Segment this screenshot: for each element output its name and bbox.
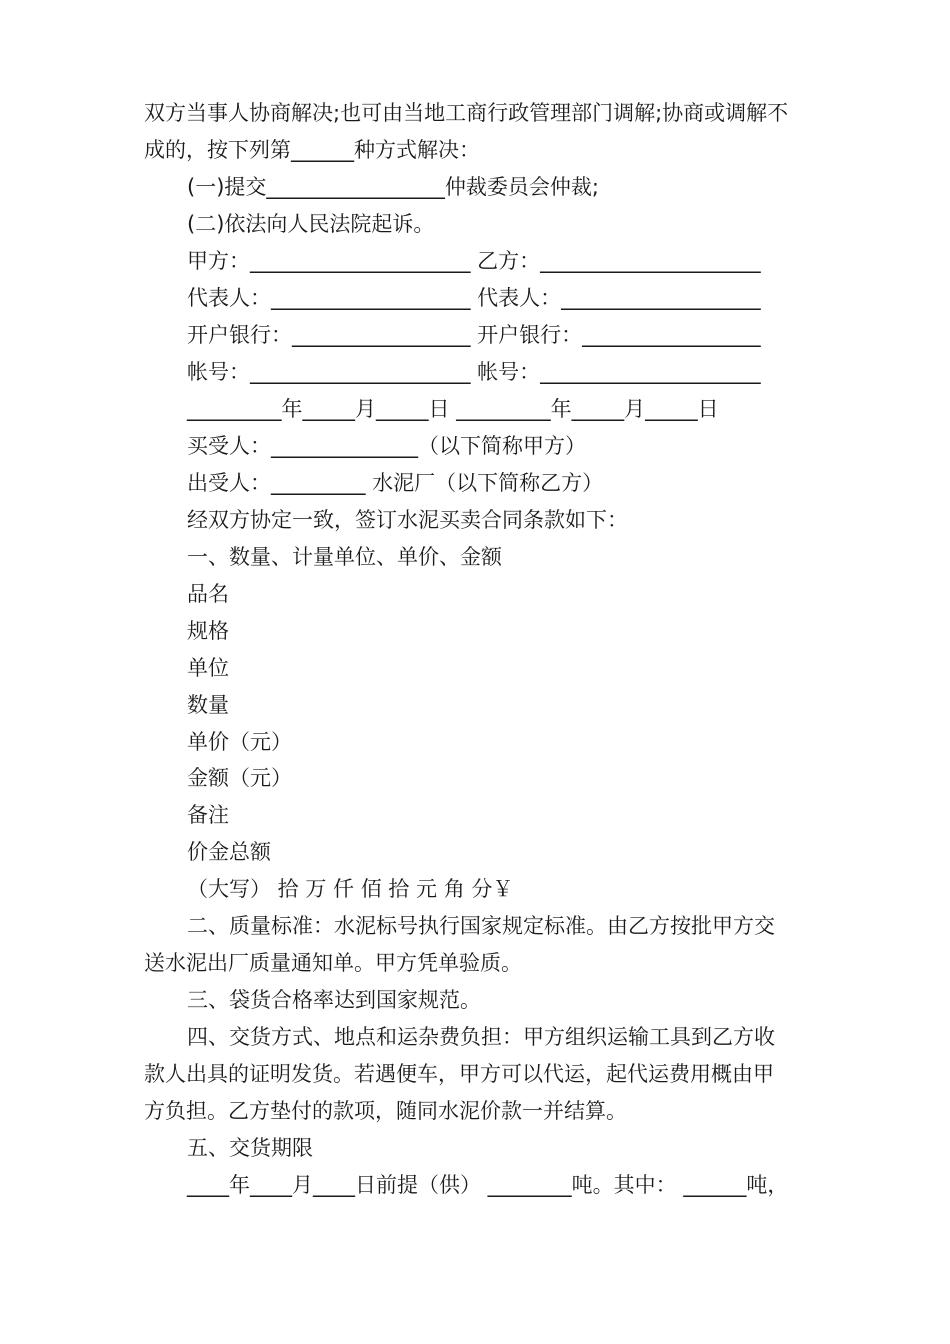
section-heading: 三、袋货合格率达到国家规范。 xyxy=(187,988,481,1012)
section-heading: 四、交货方式、地点和运杂费负担：甲方组织运输工具到乙方收 xyxy=(187,1025,775,1049)
field-label: 金额（元） xyxy=(187,766,292,790)
representative-line: 代表人：___________________ 代表人：___________________ xyxy=(187,286,761,310)
date-line: _________年_____月_____日 _________年_____月_____日 xyxy=(187,397,719,421)
section-heading: 五、交货期限 xyxy=(187,1136,313,1160)
text-line: ____年____月____日前提（供） ________吨。其中： ______吨， xyxy=(187,1173,789,1197)
field-label: 数量 xyxy=(187,693,229,717)
text-line: 款人出具的证明发货。若遇便车，甲方可以代运，起代运费用概由甲 xyxy=(144,1062,774,1086)
field-label: 价金总额 xyxy=(187,840,271,864)
field-label: 品名 xyxy=(187,582,229,606)
text-line: 方负担。乙方垫付的款项，随同水泥价款一并结算。 xyxy=(144,1099,627,1123)
field-label: 单价（元） xyxy=(187,730,292,754)
field-label: 备注 xyxy=(187,803,229,827)
text-line: (一)提交_________________仲裁委员会仲裁; xyxy=(187,175,599,199)
account-line: 帐号：_____________________ 帐号：_____________________ xyxy=(187,360,761,384)
seller-line: 出受人：_________ 水泥厂（以下简称乙方） xyxy=(187,471,604,495)
section-heading: 二、质量标准：水泥标号执行国家规定标准。由乙方按批甲方交 xyxy=(187,914,775,938)
buyer-line: 买受人：______________（以下简称甲方） xyxy=(187,434,586,458)
text-line: 经双方协定一致，签订水泥买卖合同条款如下： xyxy=(187,508,628,532)
field-label: 规格 xyxy=(187,619,229,643)
field-label: 单位 xyxy=(187,656,229,680)
text-line: 成的，按下列第______种方式解决： xyxy=(144,138,480,162)
text-line: 送水泥出厂质量通知单。甲方凭单验质。 xyxy=(144,951,522,975)
bank-line: 开户银行：_________________ 开户银行：_________________ xyxy=(187,323,761,347)
text-line: 双方当事人协商解决;也可由当地工商行政管理部门调解;协商或调解不 xyxy=(144,101,789,125)
amount-in-words-line: （大写） 拾 万 仟 佰 拾 元 角 分￥ xyxy=(187,877,514,901)
text-line: (二)依法向人民法院起诉。 xyxy=(187,212,435,236)
section-heading: 一、数量、计量单位、单价、金额 xyxy=(187,545,502,569)
party-line: 甲方：_____________________ 乙方：_____________________ xyxy=(187,249,761,273)
